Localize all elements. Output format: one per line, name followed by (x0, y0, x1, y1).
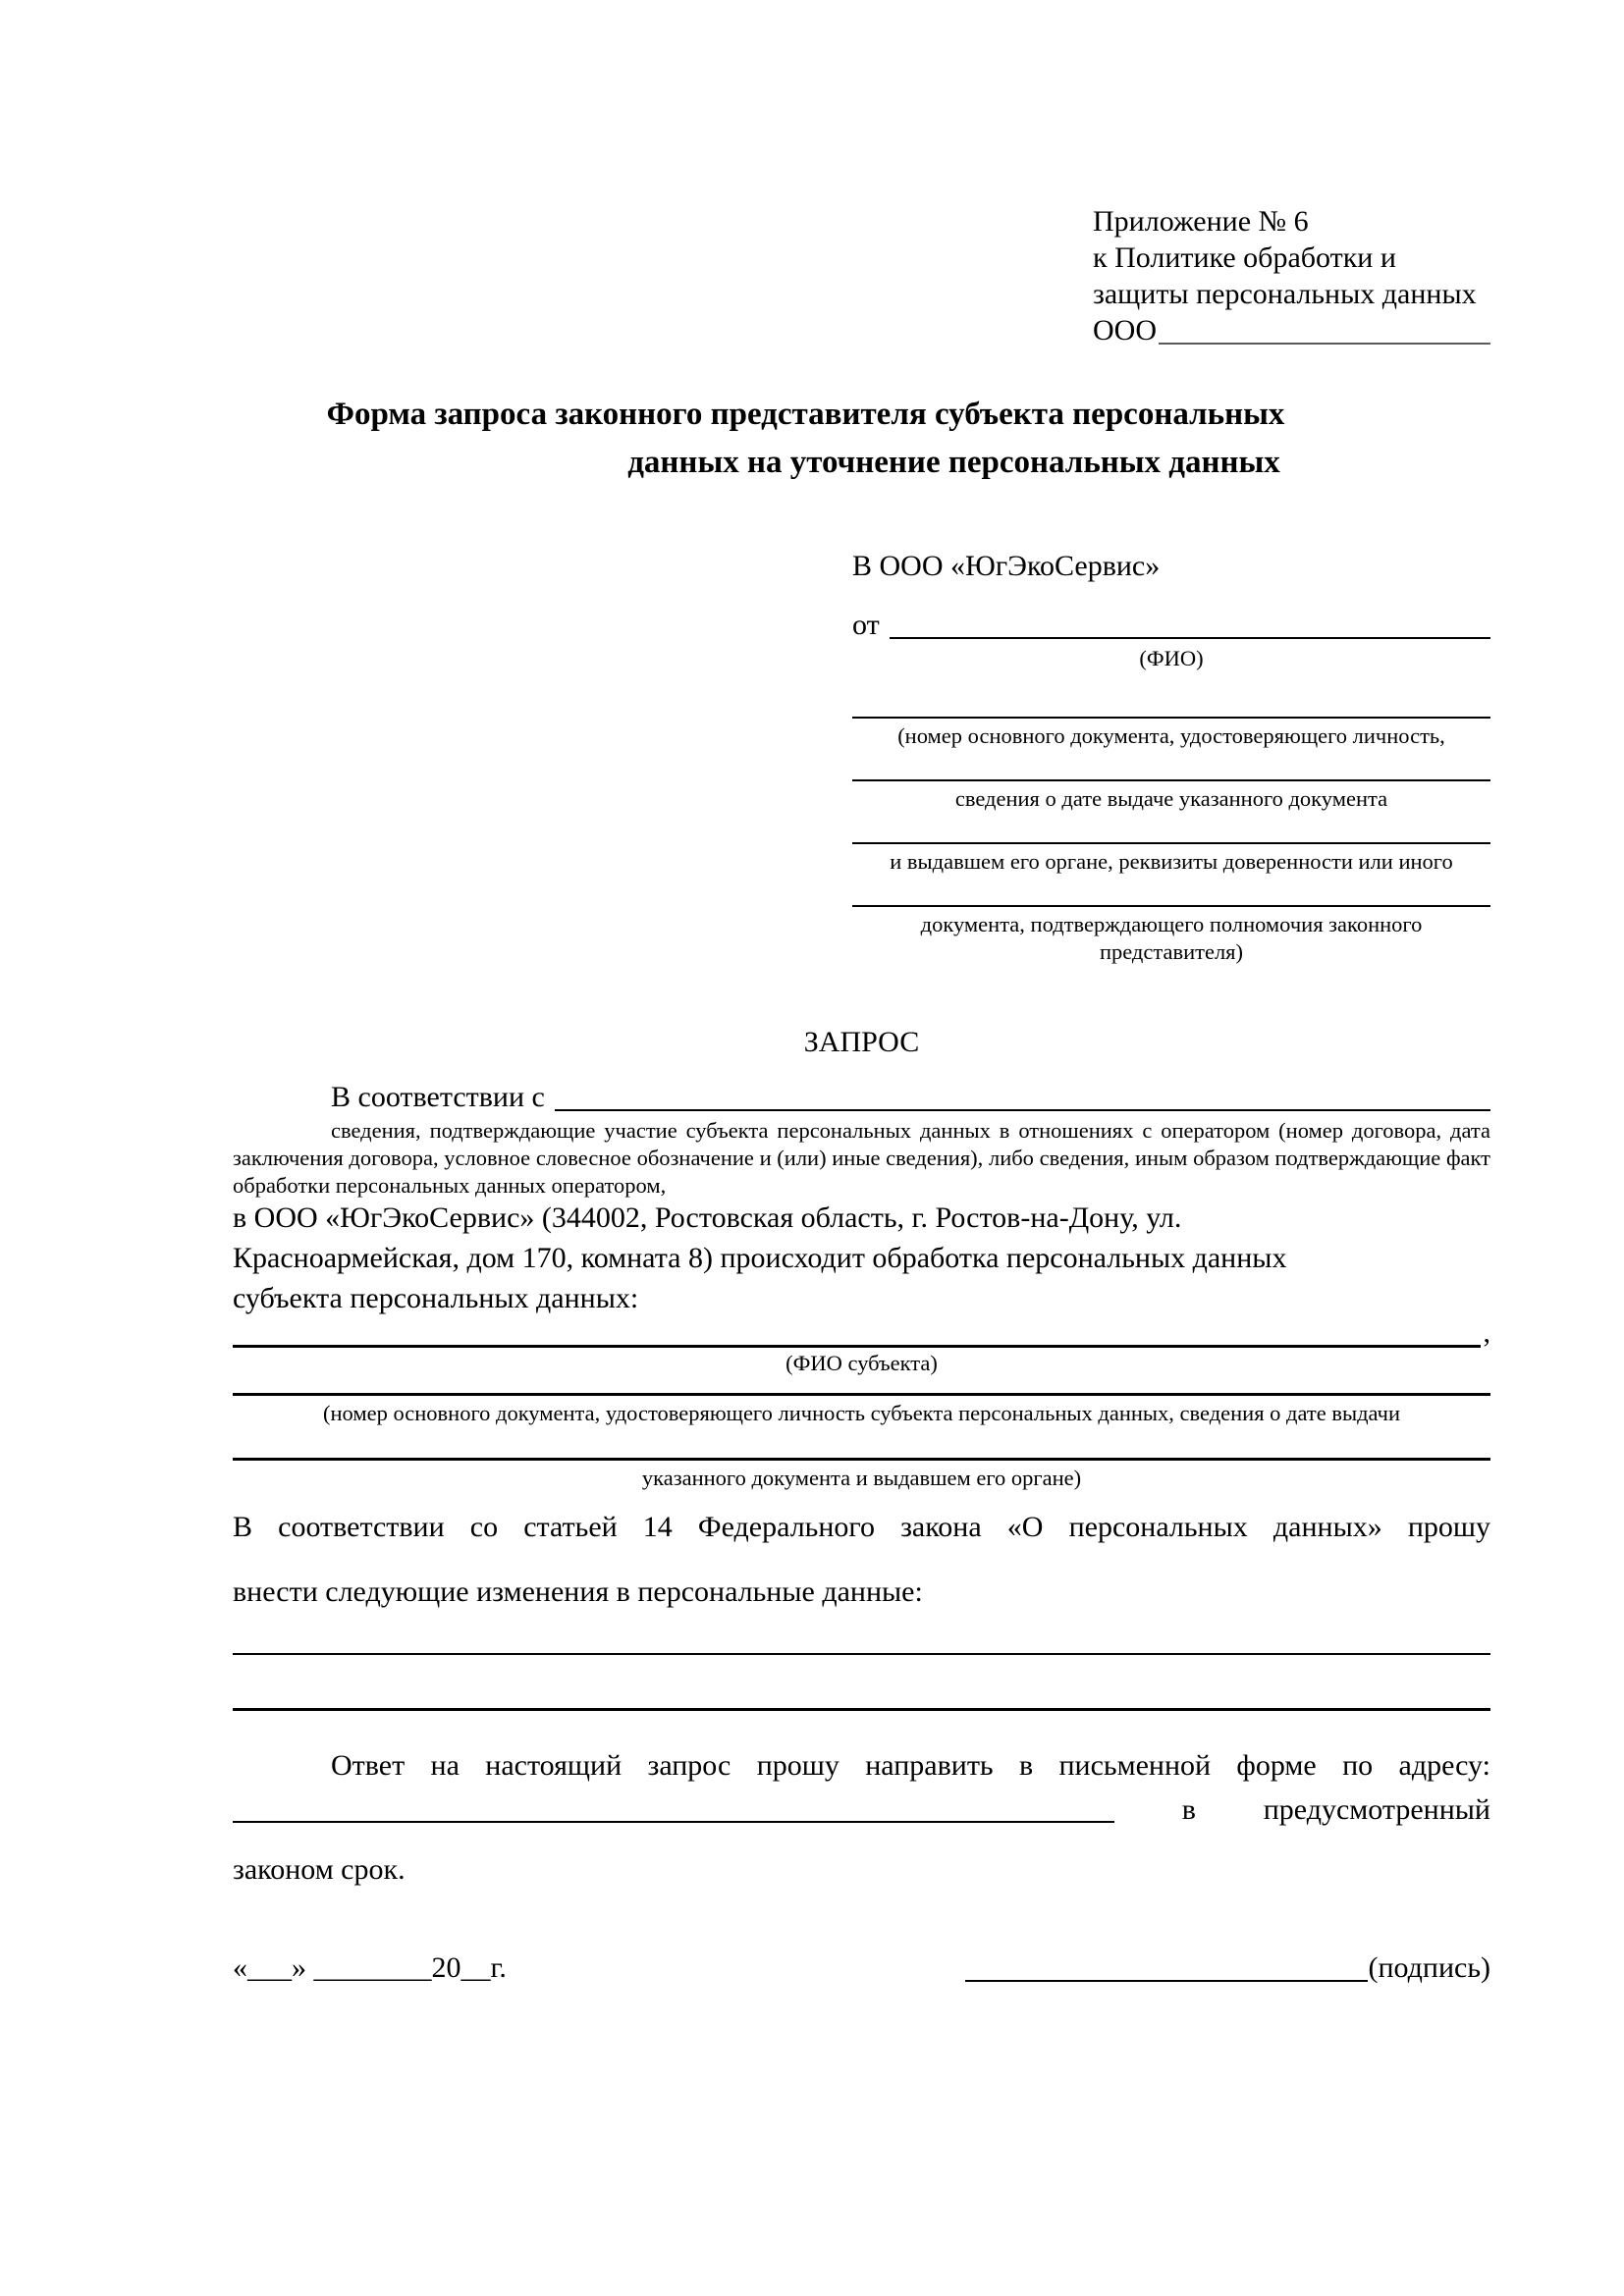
blank-line (233, 1393, 1490, 1396)
addressee-to: В ООО «ЮгЭкоСервис» (852, 550, 1161, 582)
blank-changes-line-1 (233, 1653, 1490, 1655)
operator-line-1: в ООО «ЮгЭкоСервис» (344002, Ростовская область, г. Ростов-на-Дону, ул. (233, 1201, 1182, 1234)
annex-company-line (1093, 312, 1490, 348)
annex-line-2: к Политике обработки и (1093, 241, 1396, 274)
blank-line (852, 717, 1490, 719)
blank-subject-document-field-2 (233, 1458, 1490, 1492)
note-line-1: сведения, подтверждающие участие субъекта персональных данных в отношениях с оператором (номер договора, дата (331, 1118, 1490, 1143)
blank-field-issue-date (852, 779, 1490, 813)
signature-area (965, 1949, 1490, 1988)
blank-line (852, 779, 1490, 781)
article-paragraph-line2: внести следующие изменения в персональные данные: (233, 1575, 923, 1608)
blank-signature-line (965, 1980, 1368, 1982)
blank-subject-fio-row (233, 1318, 1490, 1348)
operator-line-2: Красноармейская, дом 170, комната 8) происходит обработка персональных данных (233, 1242, 1287, 1274)
answer-paragraph-line1: Ответ на настоящий запрос прошу направить в письменной форме по адресу: (331, 1749, 1490, 1782)
blank-subject-fio-line (233, 1345, 1481, 1348)
blank-address-line (233, 1821, 1114, 1823)
accordance-row (233, 1080, 1490, 1115)
addressee-from-label: от (852, 609, 880, 641)
blank-field-document-number (852, 717, 1490, 750)
explanatory-note (233, 1117, 1490, 1200)
subject-comma: , (1483, 1316, 1490, 1349)
annex-company-prefix: ООО (1093, 314, 1157, 347)
date-blank: «___» ________20__г. (233, 1951, 507, 1984)
blank-line (852, 842, 1490, 844)
blank-company-name-line (1159, 312, 1490, 345)
answer-address-row (233, 1791, 1490, 1827)
form-title (233, 391, 1490, 487)
field-caption: документа, подтверждающего полномочия законного представителя) (920, 912, 1423, 964)
request-heading: ЗАПРОС (803, 1026, 920, 1058)
blank-basis-line (555, 1080, 1490, 1111)
operator-paragraph (233, 1198, 1490, 1318)
field-caption: (номер основного документа, удостоверяющего личность, (897, 723, 1445, 748)
subject-document-caption-2: указанного документа и выдавшем его органе) (641, 1466, 1082, 1490)
answer-word-predusmotrenny: предусмотренный (1263, 1793, 1490, 1826)
annex-line-3: защиты персональных данных (1093, 278, 1477, 310)
blank-changes-line-2 (233, 1708, 1490, 1711)
blank-field-authority-document (852, 905, 1490, 966)
form-title-line1: Форма запроса законного представителя субъекта персональных (326, 397, 1285, 432)
subject-fio-caption: (ФИО субъекта) (785, 1351, 938, 1375)
paragraph-indent (233, 1080, 331, 1115)
addressee-from-row (852, 608, 1490, 643)
blank-subject-document-field (233, 1393, 1490, 1427)
answer-word-v: в (1181, 1793, 1196, 1826)
note-line-3: обработки персональных данных оператором, (233, 1173, 667, 1198)
signature-caption: (подпись) (1368, 1951, 1490, 1984)
article-paragraph-line1: В соответствии со статьей 14 Федерального закона «О персональных данных» прошу (233, 1511, 1490, 1543)
field-caption: и выдавшем его органе, реквизиты доверенности или иного (890, 849, 1453, 874)
field-caption: сведения о дате выдаче указанного документа (954, 786, 1388, 811)
operator-line-3: субъекта персональных данных: (233, 1282, 639, 1314)
form-title-line2: данных на уточнение персональных данных (627, 445, 1280, 480)
blank-line (852, 905, 1490, 907)
fio-caption: (ФИО) (1139, 646, 1204, 670)
footer-row (233, 1949, 1490, 1988)
subject-document-caption-1: (номер основного документа, удостоверяющего личность субъекта персональных данных, сведения о дате выдачи (323, 1401, 1400, 1425)
document-content (233, 0, 1490, 1988)
annex-header (1093, 0, 1490, 348)
answer-paragraph-line3: законом срок. (233, 1853, 406, 1886)
annex-line-1: Приложение № 6 (1093, 205, 1309, 238)
blank-line (233, 1458, 1490, 1461)
blank-field-issuing-authority (852, 842, 1490, 876)
note-line-2: заключения договора, условное словесное обозначение и (или) иные сведения), либо сведения, иным образом подтверждающие факт (233, 1146, 1490, 1170)
blank-fio-line (890, 608, 1490, 639)
accordance-prefix: В соответствии с (331, 1081, 545, 1113)
addressee-block (852, 549, 1490, 966)
